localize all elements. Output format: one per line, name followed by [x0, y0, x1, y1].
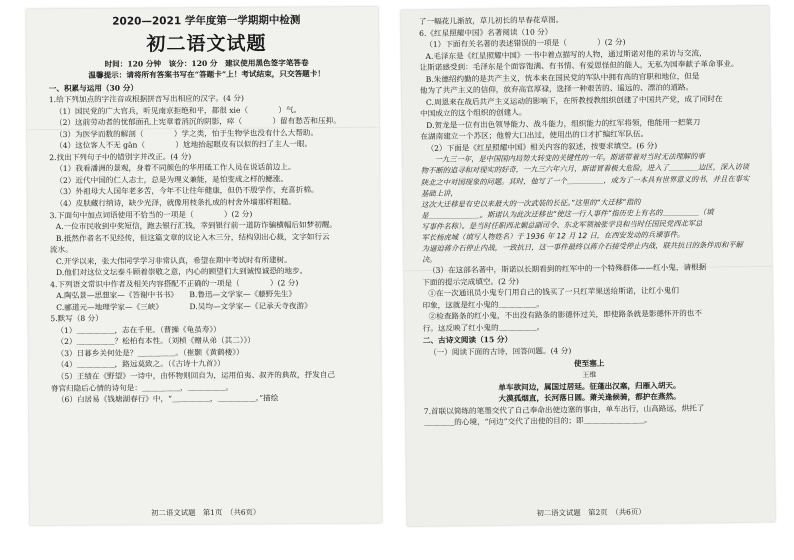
question-line: ②检查路条的红小鬼，不出没有路条的影德怀过关，即使路条就是影德怀开的也不 [428, 308, 703, 322]
exam-info: 时间：120 分钟 该分：120 分 建议使用黑色签字笔答卷 [104, 57, 309, 69]
section-heading-2: 二、古诗文阅读（15 分） [422, 335, 513, 346]
passage-line: 是＿＿＿＿＿＿＿。斯诺认为此次迁移也“使这一行人事件”指历史上有名的＿＿＿＿＿（填 [421, 207, 714, 220]
question-line: 了一幅花儿渐放，草儿初长的早春花草图。 [418, 15, 564, 27]
question-line: （2）这前劳动者的忧郁面孔上宪章着消沉的阴影，瘁（ ）留有愁苦和压抑。 [54, 116, 341, 128]
passage-line: 这次大迁移是有史以来最大的一次武装的长征。”这里的“大迁移”指的 [421, 197, 641, 209]
question-line: D.贺龙是一位有出色领导能力、战斗能力，组织能力的红军将领，他能用一把菜刀 [426, 117, 701, 130]
exam-year-line: 2020—2021 学年度第一学期期中检测 [112, 14, 301, 28]
sub-section-heading: （一）阅读下面的古诗，回答问题。(4 分) [428, 346, 572, 357]
page-2-content [419, 6, 757, 526]
question-line: C.周恩来在战后共产主义运动的影响下，在所教授教组织创建了中国共产党，成了同时在 [425, 94, 723, 107]
question-line: A.毛泽东是《红星照耀中国》一书中着点描写的人物，通过斯诺对他的采访与交流， [425, 48, 707, 61]
question-line: （1）我看潘洲的景观，身着不同颜色的华用砥工作人员在说话前边上。 [55, 162, 296, 174]
question-line: （1）国民党的广大官兵，听见南京拒绝和平，都很 xie（ ）气。 [54, 105, 302, 116]
question-line: 5.默写（8 分） [50, 314, 103, 324]
question-line: 让斯诺感受到：毛泽东是个面容饱满、有书情、有爱恩怪但的能人，无私为国奉献子革命事业。 [419, 59, 739, 73]
question-line: （3）在这部名著中，斯诺以长期看到的红军中的一个特殊群体——红小鬼，请根据 [427, 262, 707, 276]
poem-line: 单车欲问边，属国过居延。征蓬出汉塞，归雁入胡天。 [498, 380, 681, 392]
question-line: 2.找出下列句子中的错别字并改正。(4 分) [49, 151, 192, 162]
question-list-page-1 [49, 92, 367, 406]
exam-title: 初二语文试题 [146, 32, 267, 56]
exam-page-2 [401, 6, 775, 526]
passage-line: 为逼迫蒋介石停止内战，一致抗日，这一事件最终以蒋介石接受停止内战，联共抗日的条件而和平解决。 [421, 240, 743, 265]
question-line: C.开学以来，张大伟同学学习非常认真，希望在期中考试时有所建树。 [55, 255, 292, 266]
exam-page-1 [26, 7, 382, 525]
question-list-page-2 [419, 12, 753, 154]
question-line: （6）白居易《钱塘湖春行》中，“＿＿＿＿＿，＿＿＿＿＿。”描绘 [56, 393, 279, 405]
question-line: （1）＿＿＿＿＿，志在千里。（曹操《龟虽寿》） [56, 324, 221, 335]
question-line: 中国成立的这个组织的创建人。 [420, 107, 527, 119]
question-line: （2）下面是《红星照耀中国》相关内容的叙述，按要求填空。(6 分) [426, 140, 658, 153]
question-line: 流水。 [49, 245, 73, 255]
question-line: 脊官归隐后心情的诗句是：＿＿＿＿＿，＿＿＿＿＿。 [50, 382, 234, 393]
passage-line: 写事件名称）。是当时任职西北剿总副司令、东北军领袖张学良和当时任国民党西北军总 [421, 218, 703, 231]
section-heading-1: 一、积累与运用（30 分） [48, 83, 138, 93]
question-line: ①在一次通讯员小鬼专门用自己的钱买了一只红苹果送给斯诺，让红小鬼们 [428, 286, 679, 299]
question-line: 印象，这就是红小鬼的＿＿＿＿＿。 [422, 299, 545, 310]
page-1-content [48, 7, 368, 525]
passage-line: 一九三一年，是中国国内局势大转变的关键性的一年。斯诺带着对当时无法理解的事 [434, 151, 705, 165]
passage-line: 陕北之中对国现象的问题。其时，他写了一个＿＿＿＿＿，成为了一本具有世界意义的书，并且在事实基础上讲， [420, 173, 750, 198]
question-line: 他为了共产主义的信仰，放弃高官厚禄，选择一种艰苦的、遥远的、漂泊的道路。 [419, 82, 694, 96]
poem-line: 大漠孤烟直，长河落日圆。萧关逢候骑，都护在燕然。 [498, 391, 681, 404]
question-line: （4）＿＿＿＿＿，路远莫致之。（《古诗十九首》） [56, 359, 225, 370]
passage-line: 军长杨虎城（填写人物姓名）于 1936 年 12 月 12 日，在西安发动的兵谏事件。 [421, 229, 685, 242]
question-line: 在湖南建立一个苏区；他曾大口出过，使用出的口才扩编红军队伍。 [420, 129, 649, 142]
question-line: A.陶弘景—思想家—《答谢中书书》 B.鲁迅—文学家—《藤野先生》 [56, 289, 297, 301]
question-line: B.抵然作者名不见经传，但这篇文章的议论入木三分，结构别出心裁，文字如行云 [55, 231, 330, 243]
poem-title: 使至塞上 [573, 359, 605, 369]
reading-passage [421, 150, 754, 265]
page-2-footer: 初二语文试题 第2页 （共6页） [536, 507, 646, 518]
question-line: 7.首联以简练的笔墨交代了自己奉命出使边塞的事由，单车出行，山高路远，烘托了 [423, 403, 705, 416]
question-line: C.郦道元—地理学家—《三峡》 D.吴均—文学家—《记承天寺夜游》 [56, 301, 312, 312]
question-line: ＿＿＿＿的心境，“问边”交代了出使的目的；即＿＿＿＿＿＿＿＿。 [423, 415, 652, 428]
question-line: （2）近代中国的仁人志士，总是为理义兼能，是怕变成之样的鳃涨。 [55, 174, 289, 185]
question-line: （4）皮肤藏行纳诗，缺少光泽，就像用枝条扎成的村舍外墙那样粗糙。 [55, 197, 296, 209]
question-line: A.一位市民收到中奖短信，跑去银行汇钱，幸到银行前一道防诈骗横幅后如梦初醒。 [55, 220, 338, 232]
question-line: （2）＿＿＿＿＿？松柏有本性。（刘桢《赠从弟（其二）》） [56, 336, 256, 347]
question-list-page-2b [422, 261, 755, 334]
question-line: （5）王绩在《野望》一诗中，由怀物则回自为，运用伯夷、叔齐的典故，抒发自己 [56, 370, 335, 382]
question-line: 3.下面句中加点词语使用不恰当的一项是（ ）(2 分) [49, 209, 253, 220]
question-line: （3）日暮乡关何处是？＿＿＿＿＿。（崔颢《黄鹤楼》） [56, 347, 244, 358]
question-line: （4）这位客人不无 gān（ ）尬地抬起眼皮有以似的扫了主人一眼。 [55, 139, 313, 151]
poem-author: 王维 [582, 370, 597, 380]
passage-line: 物不断的追寻和对现实的好奇，一九三六年六月，斯诺冒着极大危险，进入了＿＿＿＿边区，深入访谈 [420, 162, 750, 176]
question-line: （3）外祖母大人国年老多苦，今年不让往年健康，但仍不殷学作，充喜折棉。 [55, 185, 319, 197]
question-line: 4.下列语文常识中作者及相关内容搭配不正确的一项是（ ）(2 分) [50, 278, 299, 289]
exam-notice: 温馨提示：请将所有答案书写在“答题卡”上！考试结束，只交答题卡！ [88, 69, 325, 80]
question-line: 1.给下列加点的字注音或根据拼音写出相应的汉字。(4 分) [48, 93, 244, 105]
page-1-footer: 初二语文试题 第1页 （共6页） [151, 507, 261, 518]
question-line: （1）下面有关名著的表述错误的一项是（ ）(2 分) [425, 37, 626, 50]
question-line: 6.《红星照耀中国》名著阅读（10 分） [419, 26, 553, 38]
question-line: D.他们对这位文坛泰斗顾着崇敬之意，内心的顾望们大到诚惶诚恐的地步。 [56, 266, 308, 278]
question-line: 行。这反映了红小鬼的＿＿＿＿＿。 [422, 322, 545, 333]
question-line: 下面的提示完成填空。(2 分) [422, 276, 519, 287]
question-line: （3）为医学而数的解剖（ ）学之类，怕于生物学也没有什么大帮助。 [55, 128, 319, 139]
question-line: B.朱德绍约勤的是共产主义，恍本来在国民党的军队中拥有高的官职和地位，但是 [425, 71, 700, 84]
